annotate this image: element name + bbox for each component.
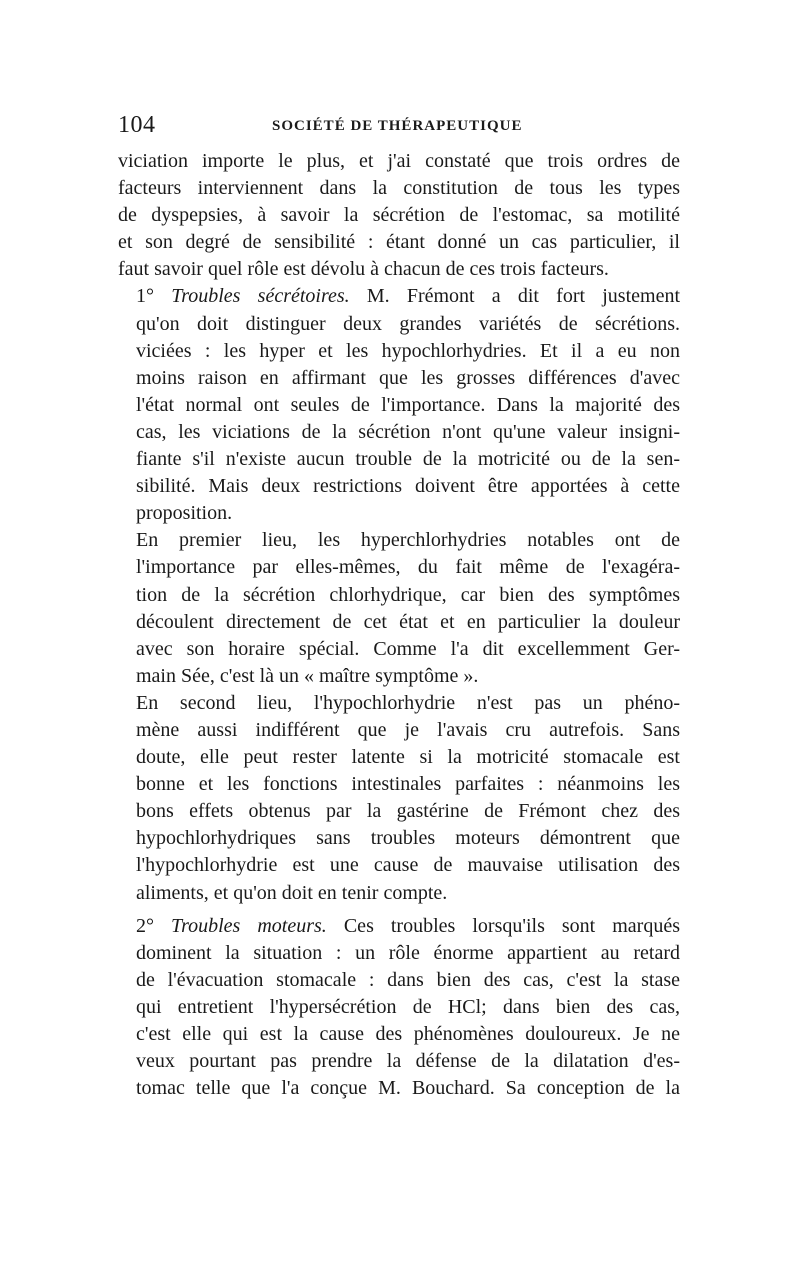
text-line: sibilité. Mais deux restrictions doivent être apportées à cette [136,475,680,498]
body-text [118,148,680,1102]
text-line: l'importance par elles-mêmes, du fait même de l'exagéra- [136,556,680,579]
text-line: tomac telle que l'a conçue M. Bouchard. Sa conception de la [136,1077,680,1100]
text-line: proposition. [136,502,233,525]
text-line: faut savoir quel rôle est dévolu à chacun de ces trois facteurs. [118,258,609,281]
text-line: bonne et les fonctions intestinales parfaites : néanmoins les [136,773,680,796]
text-line: l'état normal ont seules de l'importance. Dans la majorité des [136,393,680,416]
text-line: cas, les viciations de la sécrétion n'ont qu'une valeur insigni- [136,420,680,443]
text-line: moins raison en affirmant que les grosses différences d'avec [136,366,680,389]
text-line: En second lieu, l'hypochlorhydrie n'est pas un phéno- [136,691,680,714]
paragraph [118,148,680,283]
text-run: M. Frémont a dit fort justement [349,285,680,308]
section-number: 2° [136,914,172,937]
text-line: bons effets obtenus par la gastérine de Frémont chez des [136,800,680,823]
text-line: c'est elle qui est la cause des phénomènes douloureux. Je ne [136,1023,680,1045]
text-line: dominent la situation : un rôle énorme appartient au retard [136,941,680,964]
section-number: 1° [136,285,172,308]
text-line: et son degré de sensibilité : étant donné un cas particulier, il [118,231,680,254]
text-run: Ces troubles lorsqu'ils sont marqués [326,914,681,937]
text-line: qu'on doit distinguer deux grandes variétés de sécrétions. [136,312,680,335]
text-line: hypochlorhydriques sans troubles moteurs démontrent que [136,827,680,850]
text-line: de l'évacuation stomacale : dans bien des cas, c'est la stase [136,968,680,991]
page-number: 104 [118,112,156,138]
paragraph [118,913,680,1103]
paragraph [118,527,680,690]
text-line: qui entretient l'hypersécrétion de HCl; dans bien des cas, [136,995,680,1018]
text-line: de dyspepsies, à savoir la sécrétion de l'estomac, sa motilité [118,204,680,227]
running-head: SOCIÉTÉ DE THÉRAPEUTIQUE [272,118,523,134]
text-line: avec son horaire spécial. Comme l'a dit excellemment Ger- [136,637,680,660]
text-line: tion de la sécrétion chlorhydrique, car bien des symptômes [136,583,680,606]
text-line: main Sée, c'est là un « maître symptôme ». [136,664,479,687]
text-line: mène aussi indifférent que je l'avais cru autrefois. Sans [136,718,680,741]
text-line: facteurs interviennent dans la constitution de tous les types [118,177,680,200]
text-line [118,913,680,940]
text-line: aliments, et qu'on doit en tenir compte. [136,881,448,904]
text-line: viciées : les hyper et les hypochlorhydries. Et il a eu non [136,339,680,362]
text-line: viciation importe le plus, et j'ai constaté que trois ordres de [118,150,680,172]
page-header [118,112,684,146]
text-line: doute, elle peut rester latente si la motricité stomacale est [136,746,680,769]
section-heading: Troubles moteurs. [171,914,327,937]
text-line: veux pourtant pas prendre la défense de la dilatation d'es- [136,1050,680,1073]
section-heading: Troubles sécrétoires. [171,285,350,308]
paragraph [118,690,680,907]
paragraph [118,283,680,527]
text-line: l'hypochlorhydrie est une cause de mauvaise utilisation des [136,854,680,877]
text-line: fiante s'il n'existe aucun trouble de la motricité ou de la sen- [136,448,680,471]
text-line: En premier lieu, les hyperchlorhydries notables ont de [136,529,680,552]
text-line [118,283,680,310]
text-line: découlent directement de cet état et en particulier la douleur [136,610,680,633]
